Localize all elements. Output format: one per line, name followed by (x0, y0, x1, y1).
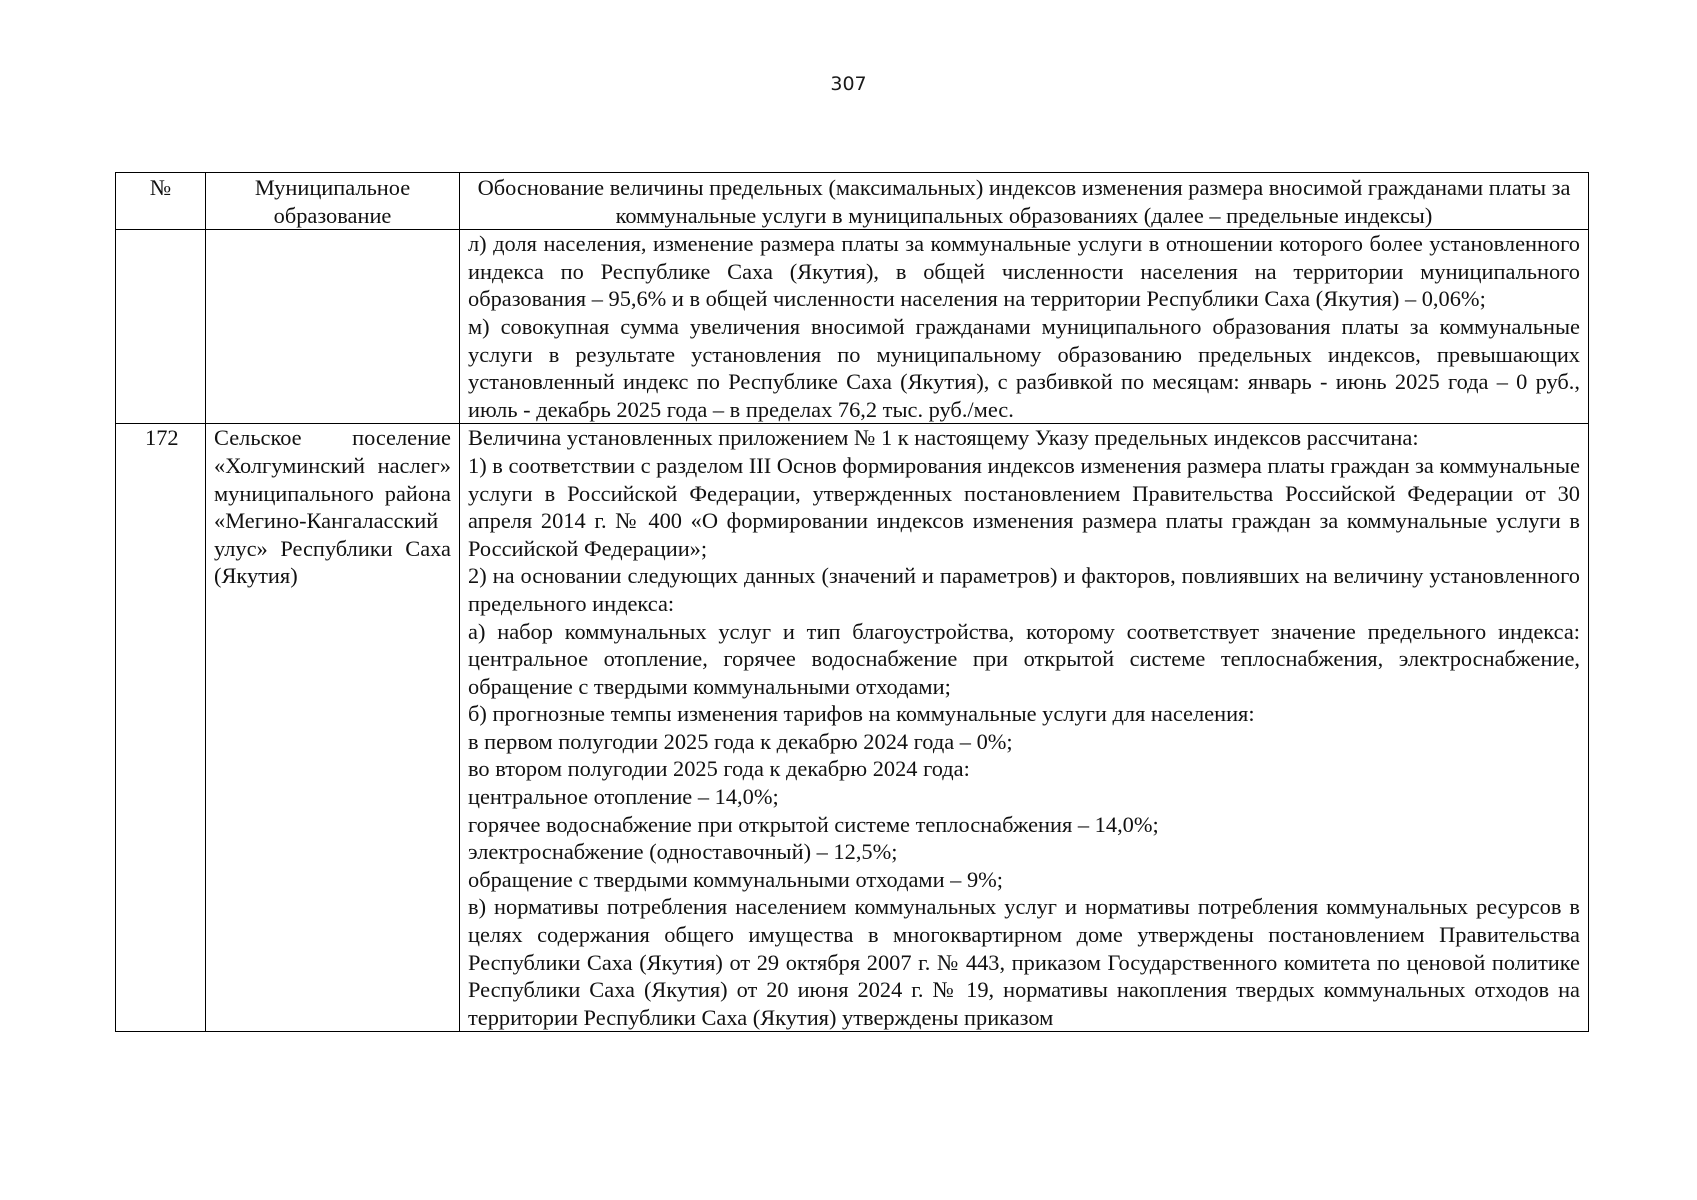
paragraph: б) прогнозные темпы изменения тарифов на коммунальные услуги для населения: (468, 701, 1255, 727)
paragraph: 1) в соответствии с разделом III Основ формирования индексов изменения размера платы граждан за коммунальные услуги в Российской Федерации, утвержденных постановлением Правительства Российской Федерации от 30 апреля 2014 г. № 400 «О формировании индексов изменения размера платы граждан за коммунальные услуги в Российской Федерации»; (468, 452, 1580, 561)
paragraph: в) нормативы потребления населением коммунальных услуг и нормативы потребления коммунальных ресурсов в целях содержания общего имущества в многоквартирном доме утверждены постановлением Правительства Республики Саха (Якутия) от 29 октября 2007 г. № 443, приказом Государственного комитета по ценовой политике Республики Саха (Якутия) от 20 июня 2024 г. № 19, нормативы накопления твердых коммунальных отходов на территории Республики Саха (Якутия) утверждены приказом (468, 894, 1580, 1030)
row-justification (460, 230, 1589, 424)
table-row (116, 230, 1589, 424)
row-municipality: Сельское поселение «Холгуминский наслег» муниципального района «Мегино-Кангаласский улус» Республики Саха (Якутия) (206, 424, 460, 1032)
justification-table (115, 172, 1589, 1032)
paragraph: электроснабжение (одноставочный) – 12,5%; (468, 839, 898, 865)
paragraph: м) совокупная сумма увеличения вносимой гражданами муниципального образования платы за коммунальные услуги в результате установления по муниципальному образованию предельных индексов, превышающих установленный индекс по Республике Саха (Якутия), с разбивкой по месяцам: январь - июнь 2025 года – 0 руб., июль - декабрь 2025 года – в пределах 76,2 тыс. руб./мес. (468, 313, 1580, 422)
row-number: 172 (116, 424, 206, 1032)
paragraph: во втором полугодии 2025 года к декабрю 2024 года: (468, 756, 970, 782)
table-header-row (116, 173, 1589, 230)
paragraph: Величина установленных приложением № 1 к настоящему Указу предельных индексов рассчитана: (468, 425, 1419, 451)
page-number: 307 (830, 73, 867, 95)
paragraph: горячее водоснабжение при открытой системе теплоснабжения – 14,0%; (468, 811, 1159, 837)
paragraph: в первом полугодии 2025 года к декабрю 2024 года – 0%; (468, 728, 1013, 754)
paragraph: обращение с твердыми коммунальными отходами – 9%; (468, 866, 1004, 892)
header-number: № (116, 173, 206, 230)
row-municipality (206, 230, 460, 424)
paragraph: 2) на основании следующих данных (значений и параметров) и факторов, повлиявших на величину установленного предельного индекса: (468, 563, 1580, 616)
header-justification: Обоснование величины предельных (максимальных) индексов изменения размера вносимой гражданами платы за коммунальные услуги в муниципальных образованиях (далее – предельные индексы) (460, 173, 1589, 230)
table-row (116, 424, 1589, 1032)
row-number (116, 230, 206, 424)
paragraph: л) доля населения, изменение размера платы за коммунальные услуги в отношении которого более установленного индекса по Республике Саха (Якутия), в общей численности населения на территории муниципального образования – 95,6% и в общей численности населения на территории Республики Саха (Якутия) – 0,06%; (468, 231, 1580, 312)
paragraph: центральное отопление – 14,0%; (468, 784, 779, 810)
paragraph: а) набор коммунальных услуг и тип благоустройства, которому соответствует значение предельного индекса: центральное отопление, горячее водоснабжение при открытой системе теплоснабжения, электроснабжение, обращение с твердыми коммунальными отходами; (468, 618, 1580, 699)
row-justification (460, 424, 1589, 1032)
header-municipality: Муниципальное образование (206, 173, 460, 230)
